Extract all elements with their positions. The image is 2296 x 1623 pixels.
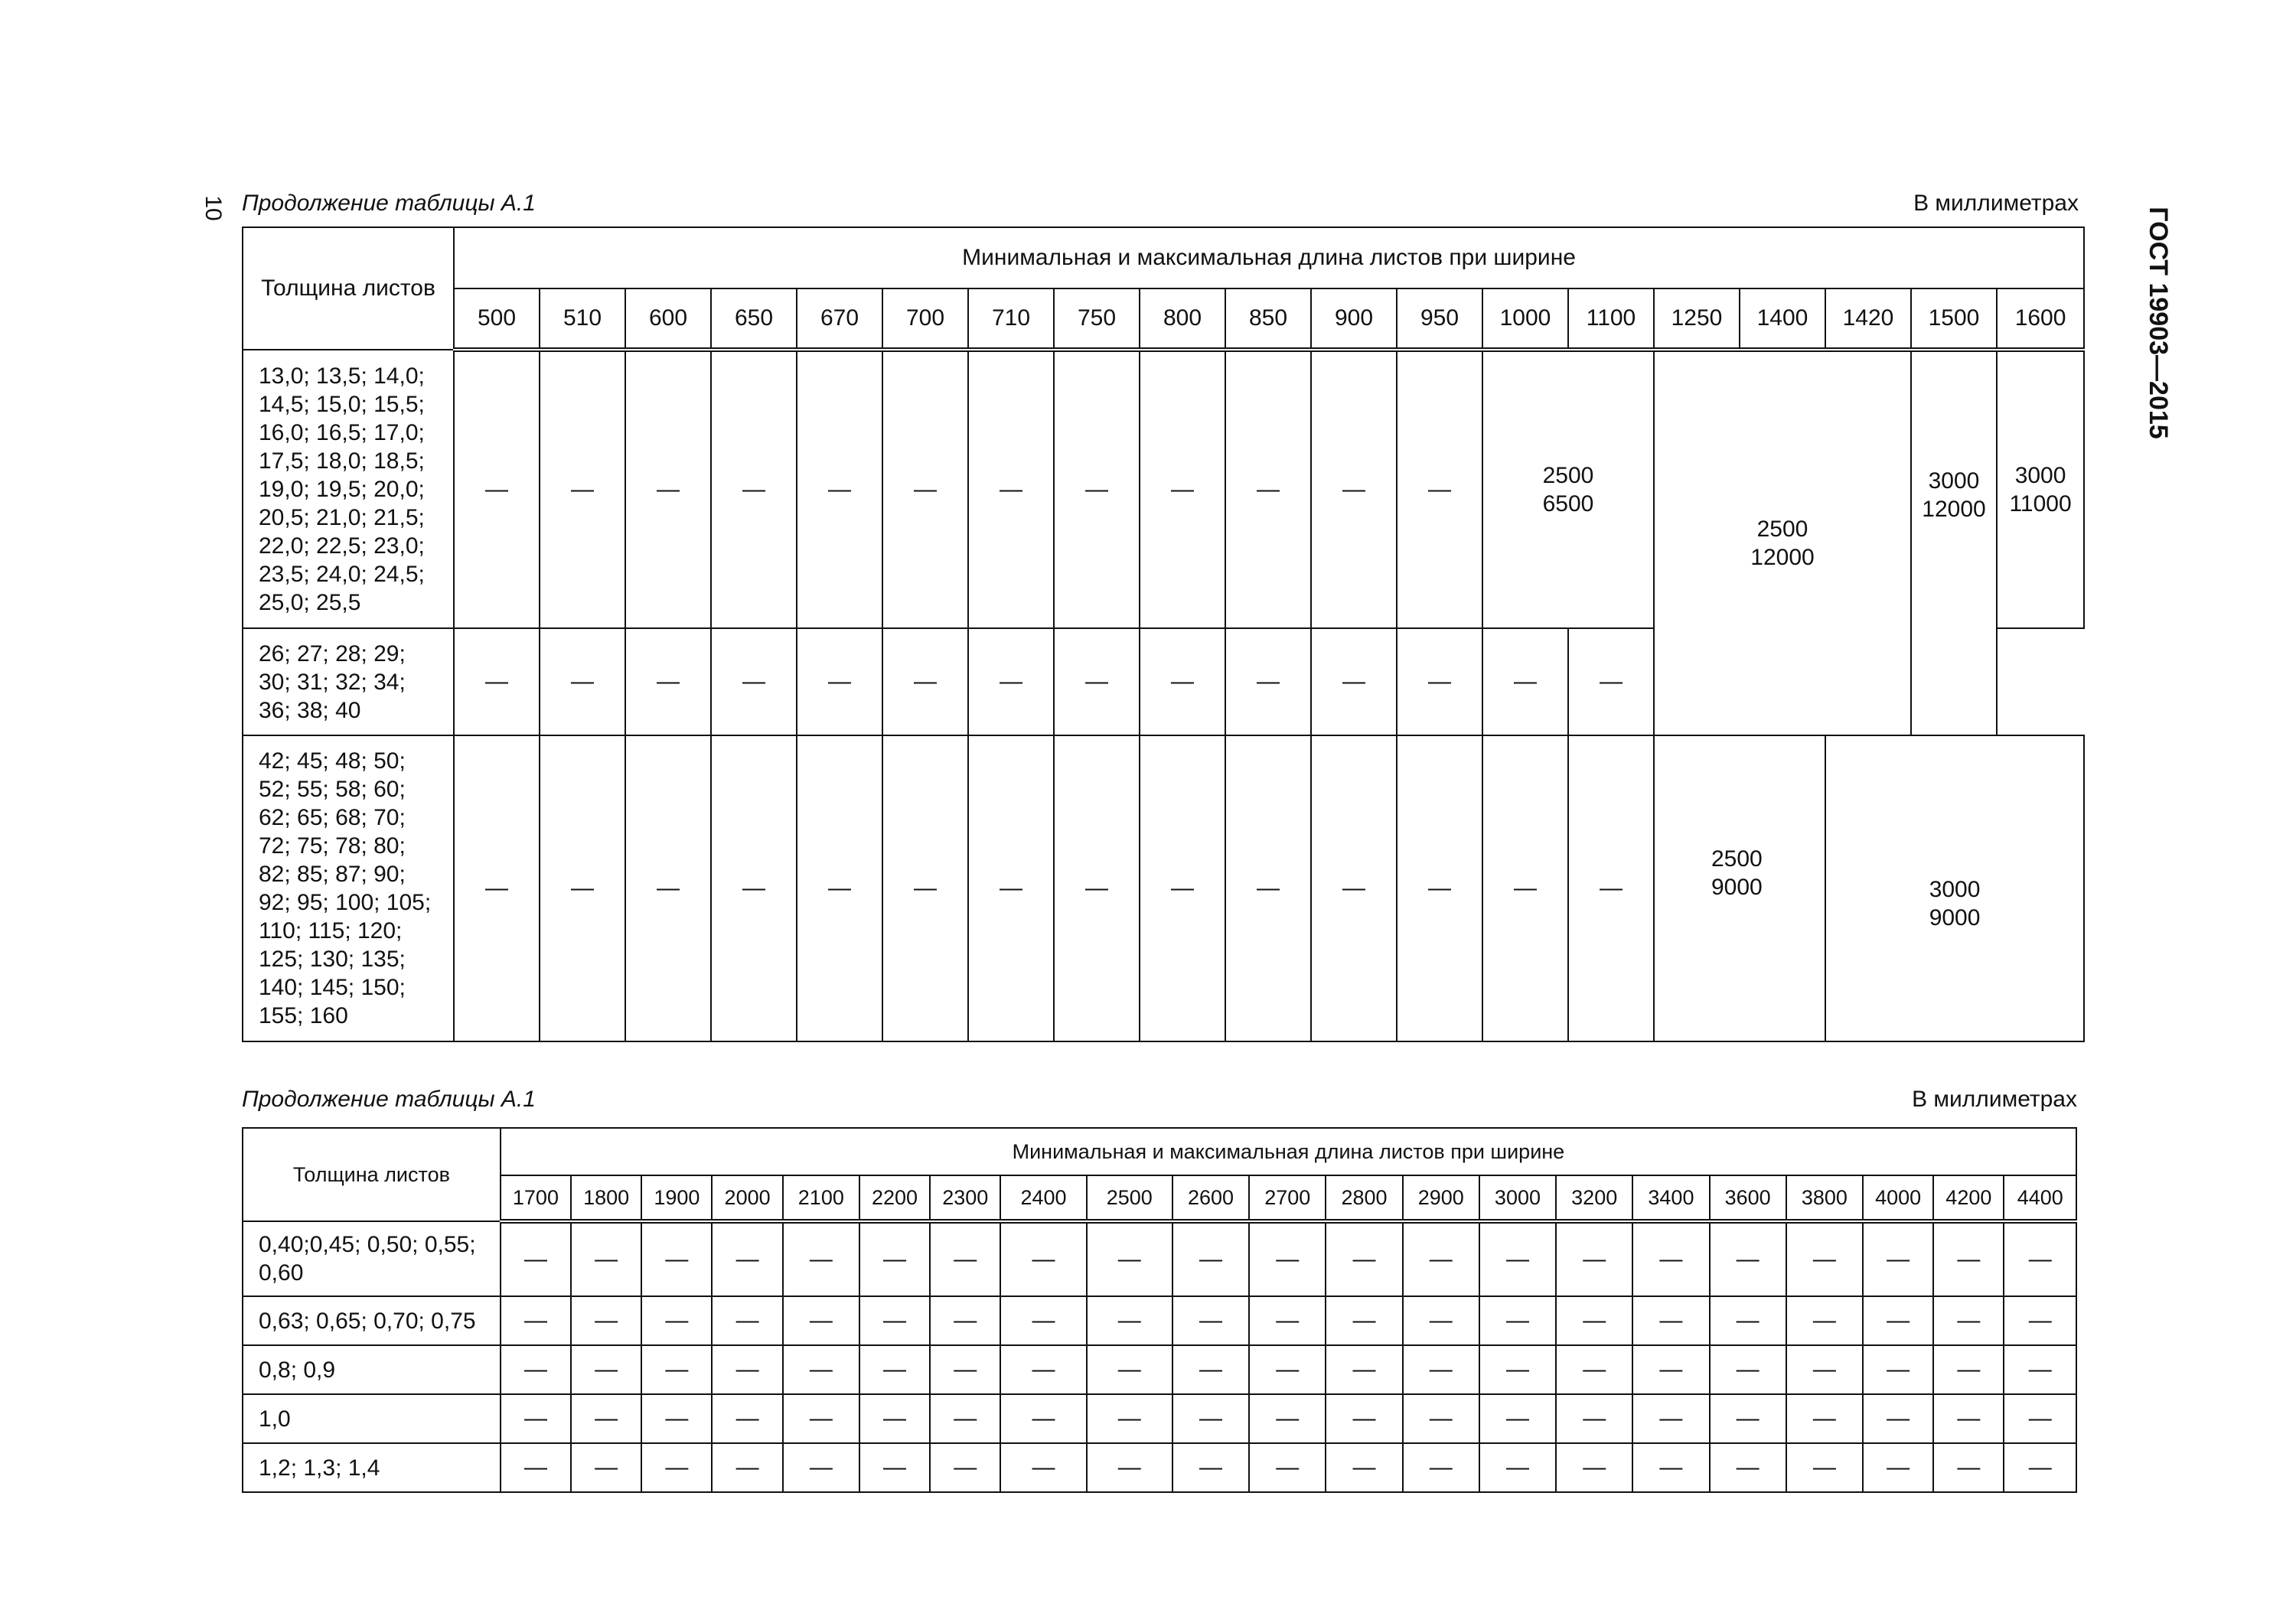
empty-value-cell: —: [1140, 350, 1225, 628]
empty-value-cell: —: [930, 1296, 1000, 1345]
width-header-cell: 650: [711, 288, 797, 350]
thickness-cell: 0,63; 0,65; 0,70; 0,75: [243, 1296, 501, 1345]
width-header-cell: 670: [797, 288, 882, 350]
min-length: 2500: [1542, 463, 1594, 488]
empty-value-cell: —: [1863, 1345, 1933, 1394]
table1-caption: Продолжение таблицы А.1: [242, 191, 536, 216]
empty-value-cell: —: [454, 350, 540, 628]
empty-value-cell: —: [1863, 1296, 1933, 1345]
empty-value-cell: —: [1225, 628, 1311, 735]
empty-value-cell: —: [1933, 1443, 2004, 1492]
empty-value-cell: —: [2004, 1394, 2076, 1443]
empty-value-cell: —: [1397, 628, 1482, 735]
blank-cell: [1997, 628, 2084, 735]
empty-value-cell: —: [1710, 1296, 1786, 1345]
empty-value-cell: —: [1397, 735, 1482, 1041]
width-header-cell: 2200: [859, 1175, 930, 1221]
width-header-cell: 4200: [1933, 1175, 2004, 1221]
empty-value-cell: —: [2004, 1443, 2076, 1492]
empty-value-cell: —: [1786, 1345, 1863, 1394]
empty-value-cell: —: [711, 350, 797, 628]
empty-value-cell: —: [783, 1394, 859, 1443]
empty-value-cell: —: [1249, 1221, 1326, 1296]
max-length: 11000: [2009, 491, 2072, 517]
thickness-header: Толщина листов: [243, 1128, 501, 1221]
width-header-cell: 2300: [930, 1175, 1000, 1221]
empty-value-cell: —: [712, 1394, 782, 1443]
empty-value-cell: —: [1568, 735, 1654, 1041]
max-length: 9000: [1929, 905, 1981, 930]
empty-value-cell: —: [1556, 1296, 1632, 1345]
empty-value-cell: —: [1397, 350, 1482, 628]
empty-value-cell: —: [1087, 1296, 1172, 1345]
empty-value-cell: —: [1326, 1221, 1402, 1296]
width-header-cell: 2000: [712, 1175, 782, 1221]
empty-value-cell: —: [1556, 1221, 1632, 1296]
length-range-cell: [1911, 350, 1997, 735]
empty-value-cell: —: [641, 1345, 712, 1394]
empty-value-cell: —: [641, 1296, 712, 1345]
empty-value-cell: —: [571, 1443, 641, 1492]
empty-value-cell: —: [454, 628, 540, 735]
width-header-cell: 850: [1225, 288, 1311, 350]
empty-value-cell: —: [1479, 1443, 1556, 1492]
empty-value-cell: —: [1172, 1443, 1249, 1492]
empty-value-cell: —: [501, 1443, 571, 1492]
width-header-cell: 4400: [2004, 1175, 2076, 1221]
empty-value-cell: —: [1403, 1296, 1479, 1345]
empty-value-cell: —: [797, 735, 882, 1041]
empty-value-cell: —: [882, 350, 968, 628]
empty-value-cell: —: [1710, 1394, 1786, 1443]
width-header-cell: 2600: [1172, 1175, 1249, 1221]
thickness-cell: 42; 45; 48; 50; 52; 55; 58; 60; 62; 65; 68; 70; 72; 75; 78; 80; 82; 85; 87; 90; 92; 95; 100; 105; 110; 115; 120; 125; 130; 135; 140; 145; 150; 155; 160: [243, 735, 454, 1041]
width-header-cell: 3000: [1479, 1175, 1556, 1221]
empty-value-cell: —: [1632, 1221, 1709, 1296]
empty-value-cell: —: [2004, 1296, 2076, 1345]
length-range-cell: [1825, 735, 2084, 1041]
empty-value-cell: —: [1326, 1345, 1402, 1394]
empty-value-cell: —: [712, 1221, 782, 1296]
table1-units: В миллиметрах: [1913, 191, 2079, 216]
empty-value-cell: —: [1479, 1296, 1556, 1345]
empty-value-cell: —: [797, 628, 882, 735]
empty-value-cell: —: [1225, 350, 1311, 628]
empty-value-cell: —: [1054, 628, 1140, 735]
empty-value-cell: —: [1710, 1443, 1786, 1492]
empty-value-cell: —: [968, 735, 1054, 1041]
width-header-cell: 2900: [1403, 1175, 1479, 1221]
width-header-cell: 750: [1054, 288, 1140, 350]
empty-value-cell: —: [1556, 1345, 1632, 1394]
width-span-header: Минимальная и максимальная длина листов при ширине: [454, 227, 2084, 288]
empty-value-cell: —: [1710, 1221, 1786, 1296]
empty-value-cell: —: [1556, 1443, 1632, 1492]
empty-value-cell: —: [1249, 1345, 1326, 1394]
empty-value-cell: —: [1863, 1221, 1933, 1296]
thickness-header: Толщина листов: [243, 227, 454, 350]
empty-value-cell: —: [571, 1221, 641, 1296]
max-length: 12000: [1750, 545, 1815, 570]
empty-value-cell: —: [968, 350, 1054, 628]
width-header-cell: 1100: [1568, 288, 1654, 350]
empty-value-cell: —: [1479, 1345, 1556, 1394]
empty-value-cell: —: [1311, 735, 1397, 1041]
table1: [242, 227, 2085, 1042]
empty-value-cell: —: [641, 1221, 712, 1296]
empty-value-cell: —: [1054, 350, 1140, 628]
min-length: 2500: [1711, 846, 1763, 872]
empty-value-cell: —: [783, 1221, 859, 1296]
empty-value-cell: —: [1172, 1394, 1249, 1443]
width-header-cell: 3200: [1556, 1175, 1632, 1221]
length-range-cell: [1654, 735, 1825, 1041]
empty-value-cell: —: [882, 735, 968, 1041]
width-header-cell: 4000: [1863, 1175, 1933, 1221]
min-length: 3000: [2014, 463, 2066, 488]
width-header-cell: 500: [454, 288, 540, 350]
width-span-header: Минимальная и максимальная длина листов при ширине: [501, 1128, 2076, 1175]
empty-value-cell: —: [501, 1221, 571, 1296]
empty-value-cell: —: [1140, 735, 1225, 1041]
width-header-row: [243, 1175, 2076, 1221]
empty-value-cell: —: [1311, 628, 1397, 735]
empty-value-cell: —: [1172, 1345, 1249, 1394]
table-row: [243, 350, 2084, 628]
width-header-cell: 2500: [1087, 1175, 1172, 1221]
width-header-cell: 900: [1311, 288, 1397, 350]
empty-value-cell: —: [1632, 1296, 1709, 1345]
empty-value-cell: —: [1482, 735, 1568, 1041]
table-row: [243, 735, 2084, 1041]
empty-value-cell: —: [859, 1394, 930, 1443]
min-length: 3000: [1928, 468, 1980, 494]
width-header-cell: 3400: [1632, 1175, 1709, 1221]
empty-value-cell: —: [571, 1394, 641, 1443]
empty-value-cell: —: [1054, 735, 1140, 1041]
empty-value-cell: —: [1403, 1345, 1479, 1394]
length-range-cell: [1482, 350, 1654, 628]
empty-value-cell: —: [625, 628, 711, 735]
width-header-cell: 1700: [501, 1175, 571, 1221]
length-range-cell: [1997, 350, 2084, 628]
width-header-cell: 1900: [641, 1175, 712, 1221]
width-header-cell: 510: [540, 288, 625, 350]
empty-value-cell: —: [930, 1443, 1000, 1492]
empty-value-cell: —: [1326, 1443, 1402, 1492]
table2: [242, 1127, 2077, 1493]
table2-caption: Продолжение таблицы А.1: [242, 1087, 536, 1112]
empty-value-cell: —: [783, 1443, 859, 1492]
empty-value-cell: —: [968, 628, 1054, 735]
width-header-row: [243, 288, 2084, 350]
width-header-cell: 710: [968, 288, 1054, 350]
width-header-cell: 1400: [1740, 288, 1825, 350]
empty-value-cell: —: [1000, 1394, 1086, 1443]
empty-value-cell: —: [625, 350, 711, 628]
empty-value-cell: —: [1786, 1221, 1863, 1296]
width-header-cell: 2100: [783, 1175, 859, 1221]
empty-value-cell: —: [625, 735, 711, 1041]
width-header-cell: 1250: [1654, 288, 1740, 350]
thickness-cell: 1,0: [243, 1394, 501, 1443]
empty-value-cell: —: [571, 1296, 641, 1345]
empty-value-cell: —: [1786, 1296, 1863, 1345]
empty-value-cell: —: [1933, 1394, 2004, 1443]
empty-value-cell: —: [1172, 1296, 1249, 1345]
width-header-cell: 1420: [1825, 288, 1911, 350]
empty-value-cell: —: [1403, 1394, 1479, 1443]
empty-value-cell: —: [1403, 1443, 1479, 1492]
width-header-cell: 1600: [1997, 288, 2084, 350]
empty-value-cell: —: [797, 350, 882, 628]
empty-value-cell: —: [1933, 1345, 2004, 1394]
table-row: [243, 1443, 2076, 1492]
empty-value-cell: —: [1632, 1443, 1709, 1492]
thickness-cell: 13,0; 13,5; 14,0; 14,5; 15,0; 15,5; 16,0; 16,5; 17,0; 17,5; 18,0; 18,5; 19,0; 19,5; 20,0; 20,5; 21,0; 21,5; 22,0; 22,5; 23,0; 23,5; 24,0; 24,5; 25,0; 25,5: [243, 350, 454, 628]
width-header-cell: 1800: [571, 1175, 641, 1221]
empty-value-cell: —: [1933, 1221, 2004, 1296]
table2-units: В миллиметрах: [1912, 1087, 2077, 1112]
empty-value-cell: —: [1087, 1221, 1172, 1296]
empty-value-cell: —: [501, 1394, 571, 1443]
empty-value-cell: —: [1632, 1345, 1709, 1394]
empty-value-cell: —: [882, 628, 968, 735]
empty-value-cell: —: [1786, 1394, 1863, 1443]
width-header-cell: 600: [625, 288, 711, 350]
empty-value-cell: —: [641, 1394, 712, 1443]
table-row: [243, 1394, 2076, 1443]
min-length: 2500: [1756, 517, 1808, 542]
width-header-cell: 1500: [1911, 288, 1997, 350]
empty-value-cell: —: [2004, 1221, 2076, 1296]
empty-value-cell: —: [1863, 1443, 1933, 1492]
empty-value-cell: —: [930, 1221, 1000, 1296]
max-length: 9000: [1711, 875, 1763, 900]
empty-value-cell: —: [540, 350, 625, 628]
empty-value-cell: —: [571, 1345, 641, 1394]
empty-value-cell: —: [1000, 1345, 1086, 1394]
empty-value-cell: —: [1000, 1221, 1086, 1296]
empty-value-cell: —: [1249, 1296, 1326, 1345]
empty-value-cell: —: [711, 628, 797, 735]
empty-value-cell: —: [2004, 1345, 2076, 1394]
width-header-cell: 3600: [1710, 1175, 1786, 1221]
empty-value-cell: —: [712, 1443, 782, 1492]
empty-value-cell: —: [1087, 1345, 1172, 1394]
thickness-cell: 0,8; 0,9: [243, 1345, 501, 1394]
empty-value-cell: —: [711, 735, 797, 1041]
empty-value-cell: —: [1172, 1221, 1249, 1296]
width-header-cell: 950: [1397, 288, 1482, 350]
empty-value-cell: —: [1556, 1394, 1632, 1443]
table1-caption-bar: [242, 188, 2079, 219]
empty-value-cell: —: [930, 1345, 1000, 1394]
empty-value-cell: —: [1632, 1394, 1709, 1443]
empty-value-cell: —: [1249, 1443, 1326, 1492]
table-row: [243, 1221, 2076, 1296]
empty-value-cell: —: [1000, 1296, 1086, 1345]
empty-value-cell: —: [1403, 1221, 1479, 1296]
empty-value-cell: —: [501, 1345, 571, 1394]
max-length: 6500: [1542, 491, 1594, 517]
empty-value-cell: —: [783, 1296, 859, 1345]
empty-value-cell: —: [1087, 1394, 1172, 1443]
empty-value-cell: —: [641, 1443, 712, 1492]
empty-value-cell: —: [1311, 350, 1397, 628]
min-length: 3000: [1929, 877, 1981, 902]
width-header-cell: 800: [1140, 288, 1225, 350]
empty-value-cell: —: [540, 735, 625, 1041]
empty-value-cell: —: [1249, 1394, 1326, 1443]
empty-value-cell: —: [859, 1443, 930, 1492]
empty-value-cell: —: [1087, 1443, 1172, 1492]
empty-value-cell: —: [1479, 1221, 1556, 1296]
empty-value-cell: —: [1933, 1296, 2004, 1345]
empty-value-cell: —: [783, 1345, 859, 1394]
empty-value-cell: —: [859, 1221, 930, 1296]
empty-value-cell: —: [1326, 1394, 1402, 1443]
table-row: [243, 1296, 2076, 1345]
empty-value-cell: —: [712, 1345, 782, 1394]
thickness-cell: 26; 27; 28; 29; 30; 31; 32; 34; 36; 38; 40: [243, 628, 454, 735]
empty-value-cell: —: [859, 1345, 930, 1394]
empty-value-cell: —: [501, 1296, 571, 1345]
width-header-cell: 2700: [1249, 1175, 1326, 1221]
width-header-cell: 1000: [1482, 288, 1568, 350]
thickness-cell: 1,2; 1,3; 1,4: [243, 1443, 501, 1492]
width-header-cell: 700: [882, 288, 968, 350]
empty-value-cell: —: [1482, 628, 1568, 735]
empty-value-cell: —: [1863, 1394, 1933, 1443]
empty-value-cell: —: [1568, 628, 1654, 735]
document-code: ГОСТ 19903—2015: [2144, 207, 2173, 439]
width-header-cell: 2800: [1326, 1175, 1402, 1221]
empty-value-cell: —: [1000, 1443, 1086, 1492]
max-length: 12000: [1922, 497, 1986, 522]
empty-value-cell: —: [1710, 1345, 1786, 1394]
empty-value-cell: —: [930, 1394, 1000, 1443]
empty-value-cell: —: [1326, 1296, 1402, 1345]
empty-value-cell: —: [540, 628, 625, 735]
empty-value-cell: —: [1786, 1443, 1863, 1492]
length-range-cell: [1654, 350, 1911, 735]
thickness-cell: 0,40;0,45; 0,50; 0,55; 0,60: [243, 1221, 501, 1296]
empty-value-cell: —: [1140, 628, 1225, 735]
empty-value-cell: —: [1225, 735, 1311, 1041]
empty-value-cell: —: [1479, 1394, 1556, 1443]
table-row: [243, 1345, 2076, 1394]
page-number: 10: [201, 195, 226, 221]
empty-value-cell: —: [859, 1296, 930, 1345]
width-header-cell: 3800: [1786, 1175, 1863, 1221]
empty-value-cell: —: [454, 735, 540, 1041]
width-header-cell: 2400: [1000, 1175, 1086, 1221]
empty-value-cell: —: [712, 1296, 782, 1345]
table2-caption-bar: [242, 1084, 2077, 1115]
